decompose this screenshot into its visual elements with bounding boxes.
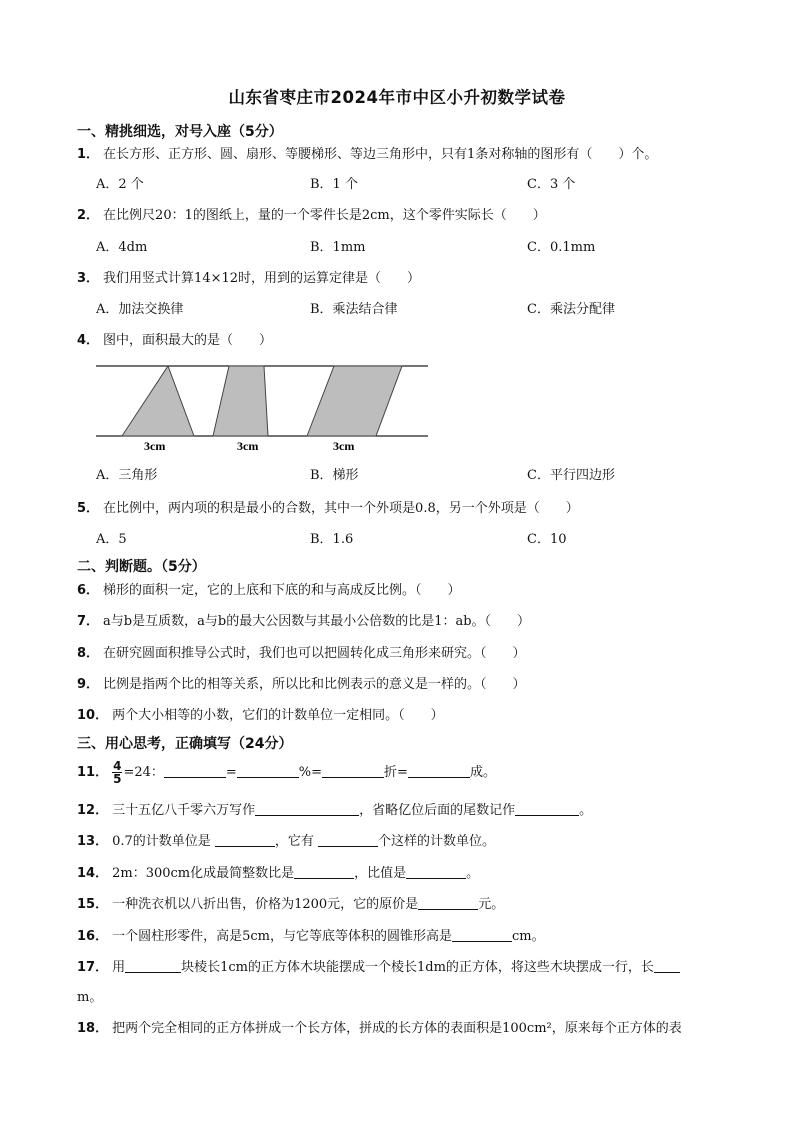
- question-14: [77, 864, 479, 883]
- question-text: 在长方形、正方形、圆、扇形、等腰梯形、等边三角形中，只有1条对称轴的图形有（ ）个。: [103, 147, 658, 162]
- page-title: 山东省枣庄市2024年市中区小升初数学试卷: [228, 88, 566, 107]
- section-heading-1: 一、精挑细选，对号入座（5分）: [77, 124, 283, 140]
- fraction: [112, 760, 122, 785]
- question-4: [77, 332, 272, 350]
- parallelogram-shape: [307, 366, 402, 436]
- section-heading-3: 三、用心思考，正确填写（24分）: [77, 736, 293, 752]
- question-text: %=: [298, 765, 323, 780]
- fraction-numerator: 4: [113, 759, 122, 773]
- question-text: 在研究圆面积推导公式时，我们也可以把圆转化成三角形来研究。（ ）: [103, 646, 526, 661]
- option-a: A．2 个: [96, 177, 144, 192]
- question-16: [77, 927, 545, 946]
- question-text: 折=: [384, 765, 408, 780]
- question-number: 16．: [77, 929, 109, 944]
- option-a: A．4dm: [96, 240, 148, 255]
- question-text: 梯形的面积一定，它的上底和下底的和与高成反比例。（ ）: [103, 583, 461, 598]
- question-number: 14．: [77, 866, 109, 881]
- answer-blank[interactable]: [318, 832, 378, 847]
- question-number: 8．: [77, 646, 100, 661]
- question-number: 5．: [77, 501, 100, 516]
- trapezoid-shape: [213, 366, 268, 436]
- question-6: [77, 582, 461, 600]
- question-number: 9．: [77, 677, 100, 692]
- question-text: =: [225, 765, 237, 780]
- option-b: B．1.6: [310, 532, 354, 547]
- question-11: [77, 760, 496, 785]
- answer-blank[interactable]: [164, 763, 226, 778]
- question-text: 2m：300cm化成最简整数比是: [112, 866, 295, 881]
- answer-blank[interactable]: [515, 801, 579, 816]
- answer-blank[interactable]: [322, 763, 384, 778]
- question-text: 在比例中，两内项的积是最小的合数，其中一个外项是0.8，另一个外项是（ ）: [103, 501, 579, 516]
- question-number: 7．: [77, 614, 100, 629]
- question-17: [77, 958, 680, 977]
- question-text: m。: [77, 990, 103, 1005]
- question-text: ，比值是: [354, 866, 407, 881]
- question-text: 。: [579, 803, 593, 818]
- answer-blank[interactable]: [408, 763, 470, 778]
- option-a: A．加法交换律: [96, 302, 184, 317]
- question-text: 用: [112, 960, 126, 975]
- shapes-figure: [96, 362, 430, 454]
- question-text: =24：: [123, 765, 164, 780]
- question-9: [77, 676, 526, 694]
- trapezoid-base-label: 3cm: [237, 439, 259, 453]
- question-text: 一个圆柱形零件，高是5cm，与它等底等体积的圆锥形高是: [112, 929, 452, 944]
- answer-blank[interactable]: [654, 958, 680, 973]
- question-number: 11．: [77, 765, 109, 780]
- question-text: ，它有: [274, 834, 319, 849]
- question-number: 13．: [77, 834, 109, 849]
- question-number: 12．: [77, 803, 109, 818]
- question-number: 4．: [77, 333, 100, 348]
- answer-blank[interactable]: [294, 864, 354, 879]
- option-c: C．10: [527, 532, 567, 547]
- question-7: [77, 613, 530, 631]
- fraction-denominator: 5: [113, 772, 122, 786]
- question-1: [77, 146, 657, 164]
- question-text: 成。: [469, 765, 496, 780]
- answer-blank[interactable]: [452, 927, 512, 942]
- question-3: [77, 270, 420, 288]
- answer-blank[interactable]: [215, 832, 275, 847]
- option-b: B．1mm: [310, 240, 366, 255]
- answer-blank[interactable]: [255, 801, 359, 816]
- question-number: 6．: [77, 583, 100, 598]
- question-13: [77, 832, 495, 851]
- question-text: 块棱长1cm的正方体木块能摆成一个棱长1dm的正方体，将这些木块摆成一行，长: [181, 960, 654, 975]
- option-b: B．梯形: [310, 468, 359, 483]
- question-text: cm。: [511, 929, 545, 944]
- question-2: [77, 207, 546, 225]
- question-text: 元。: [478, 897, 505, 912]
- option-c: C．0.1mm: [527, 240, 596, 255]
- question-number: 2．: [77, 208, 100, 223]
- question-number: 17．: [77, 960, 109, 975]
- question-number: 1．: [77, 147, 100, 162]
- option-c: C．乘法分配律: [527, 302, 615, 317]
- option-b: B．乘法结合律: [310, 302, 398, 317]
- question-text: 。: [466, 866, 480, 881]
- question-text: 两个大小相等的小数，它们的计数单位一定相同。（ ）: [112, 708, 444, 723]
- question-text: 三十五亿八千零六万写作: [112, 803, 256, 818]
- question-text: 个这样的计数单位。: [378, 834, 496, 849]
- question-number: 3．: [77, 271, 100, 286]
- answer-blank[interactable]: [406, 864, 466, 879]
- option-a: A．三角形: [96, 468, 158, 483]
- question-8: [77, 645, 526, 663]
- question-text: ，省略亿位后面的尾数记作: [359, 803, 516, 818]
- parallelogram-base-label: 3cm: [333, 439, 355, 453]
- section-heading-2: 二、判断题。（5分）: [77, 559, 206, 575]
- question-15: [77, 895, 504, 914]
- answer-blank[interactable]: [237, 763, 299, 778]
- triangle-shape: [122, 366, 194, 436]
- question-text: 0.7的计数单位是: [112, 834, 215, 849]
- question-text: 我们用竖式计算14×12时，用到的运算定律是（ ）: [103, 271, 421, 286]
- option-b: B．1 个: [310, 177, 358, 192]
- question-number: 10．: [77, 708, 109, 723]
- option-c: C．3 个: [527, 177, 576, 192]
- question-text: 图中，面积最大的是（ ）: [103, 333, 273, 348]
- triangle-base-label: 3cm: [144, 439, 166, 453]
- question-10: [77, 707, 444, 725]
- question-text: 在比例尺20：1的图纸上，量的一个零件长是2cm，这个零件实际长（ ）: [103, 208, 546, 223]
- option-c: C．平行四边形: [527, 468, 615, 483]
- question-text: 一种洗衣机以八折出售，价格为1200元，它的原价是: [112, 897, 419, 912]
- answer-blank[interactable]: [418, 895, 478, 910]
- question-18: [77, 1020, 682, 1038]
- question-text: a与b是互质数，a与b的最大公因数与其最小公倍数的比是1：ab。（ ）: [103, 614, 531, 629]
- question-number: 18．: [77, 1021, 109, 1036]
- question-12: [77, 801, 592, 820]
- question-text: 比例是指两个比的相等关系，所以比和比例表示的意义是一样的。（ ）: [103, 677, 526, 692]
- answer-blank[interactable]: [125, 958, 181, 973]
- question-text: 把两个完全相同的正方体拼成一个长方体，拼成的长方体的表面积是100cm²，原来每个正方体的表: [112, 1021, 682, 1036]
- option-a: A．5: [96, 532, 127, 547]
- question-number: 15．: [77, 897, 109, 912]
- question-5: [77, 500, 579, 518]
- question-17-continued: [77, 989, 102, 1007]
